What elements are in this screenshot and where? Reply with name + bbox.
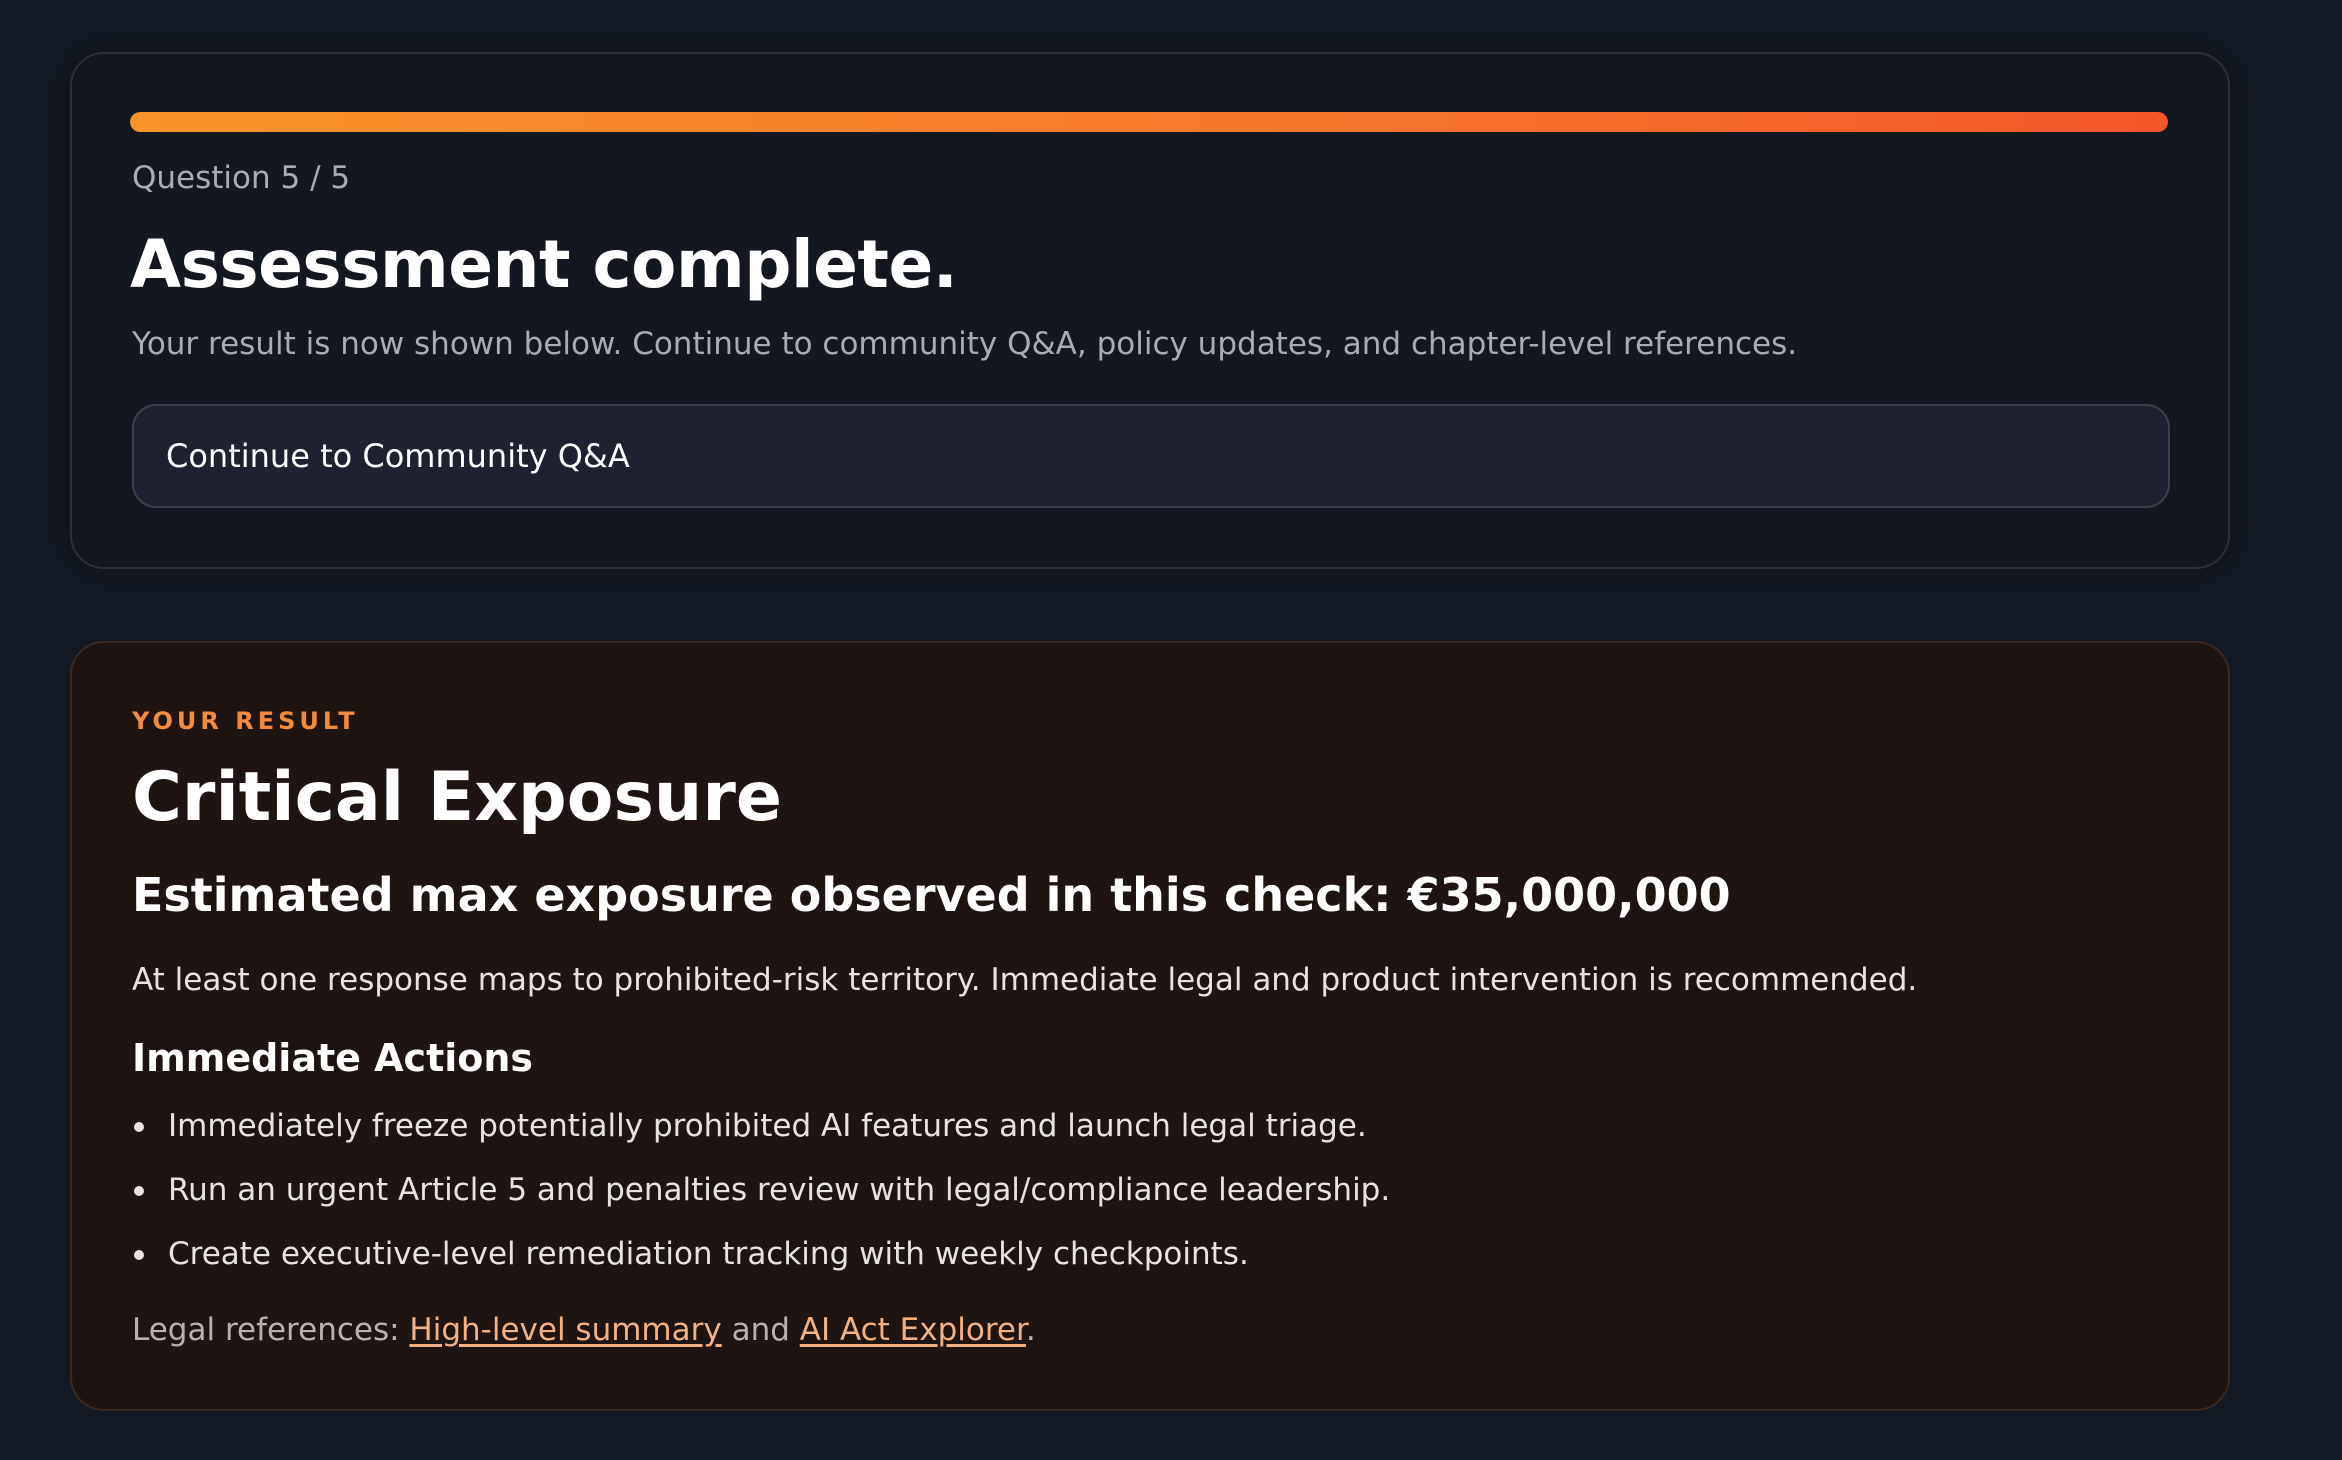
continue-to-community-button[interactable]: Continue to Community Q&A [132, 404, 2170, 508]
action-text: Run an urgent Article 5 and penalties review with legal/compliance leadership. [168, 1172, 1391, 1208]
bullet-icon [134, 1186, 144, 1196]
legal-prefix: Legal references: [132, 1312, 410, 1348]
question-counter: Question 5 / 5 [132, 160, 351, 196]
progress-bar [130, 112, 2168, 132]
ai-act-explorer-link[interactable]: AI Act Explorer [799, 1312, 1026, 1348]
immediate-actions-heading: Immediate Actions [132, 1036, 534, 1080]
legal-and: and [721, 1312, 800, 1348]
legal-references [132, 1312, 1036, 1348]
high-level-summary-link[interactable]: High-level summary [409, 1312, 722, 1348]
list-item [132, 1108, 1390, 1172]
action-text: Immediately freeze potentially prohibited AI features and launch legal triage. [168, 1108, 1367, 1144]
result-description: At least one response maps to prohibited-risk territory. Immediate legal and product intervention is recommended. [132, 962, 1918, 998]
legal-suffix: . [1025, 1312, 1036, 1348]
page-title: Assessment complete. [130, 226, 958, 303]
assessment-subtitle: Your result is now shown below. Continue to community Q&A, policy updates, and chapter-level references. [132, 326, 1798, 362]
list-item [132, 1172, 1390, 1236]
progress-bar-fill [130, 112, 2168, 132]
immediate-actions-list [132, 1108, 1390, 1300]
exposure-amount: Estimated max exposure observed in this check: €35,000,000 [132, 868, 1731, 922]
bullet-icon [134, 1122, 144, 1132]
result-title: Critical Exposure [132, 758, 782, 837]
action-text: Create executive-level remediation tracking with weekly checkpoints. [168, 1236, 1249, 1272]
list-item [132, 1236, 1390, 1300]
result-eyebrow: YOUR RESULT [132, 707, 359, 735]
bullet-icon [134, 1250, 144, 1260]
